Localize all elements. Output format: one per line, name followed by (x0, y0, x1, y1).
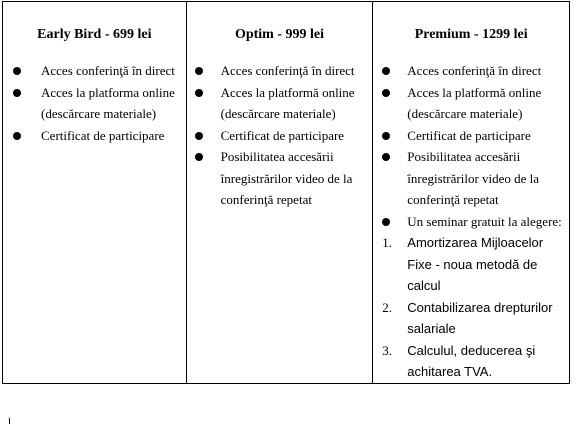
list-item (187, 125, 373, 147)
feature-list (373, 60, 569, 232)
feature-list (3, 60, 186, 146)
feature-list (187, 60, 373, 211)
plan-optim (186, 2, 373, 384)
list-item (373, 125, 569, 147)
feature-text: Posibilitatea accesării înregistrărilor video de la conferinţă repetat (220, 149, 353, 207)
seminar-item (373, 297, 569, 340)
feature-text: Acces conferinţă în direct (407, 63, 542, 78)
seminar-number: 2. (382, 299, 393, 315)
list-item (373, 82, 569, 125)
list-item (3, 60, 186, 82)
list-item (3, 125, 186, 147)
list-item (373, 211, 569, 233)
bullet-icon (382, 132, 390, 140)
seminar-item (373, 340, 569, 383)
plan-early-bird (3, 2, 187, 384)
seminar-text: Contabilizarea drepturilor salariale (407, 299, 553, 336)
feature-text: Certificat de participare (407, 127, 531, 143)
seminar-number: 1. (382, 235, 393, 250)
bullet-icon (382, 67, 390, 75)
bullet-icon (382, 89, 390, 97)
plan-title: Premium - 1299 lei (414, 27, 528, 42)
feature-text: Acces la platformă online (descărcare materiale) (407, 84, 542, 121)
feature-text: Certificat de participare (41, 127, 165, 143)
seminar-number: 3. (382, 342, 393, 358)
list-item (373, 60, 569, 82)
list-item (373, 146, 569, 211)
bullet-icon (13, 67, 21, 75)
bullet-icon (382, 153, 390, 161)
pricing-table (2, 1, 570, 384)
feature-text: Posibilitatea accesării înregistrărilor video de la conferinţă repetat (407, 149, 540, 207)
seminar-list (373, 232, 569, 383)
bullet-icon (195, 153, 203, 161)
plan-premium (373, 2, 570, 384)
bullet-icon (13, 132, 21, 140)
feature-text: Certificat de participare (220, 127, 345, 143)
bullet-icon (13, 89, 21, 97)
page-edge-mark (9, 418, 10, 424)
feature-text: Acces conferinţă în direct (220, 63, 355, 78)
seminar-item (373, 232, 569, 297)
list-item (187, 82, 373, 125)
feature-text: Acces la platformă online (descărcare materiale) (220, 84, 355, 121)
bullet-icon (382, 218, 390, 226)
seminar-text: Amortizarea Mijloacelor Fixe - noua metodă de calcul (407, 235, 544, 293)
table-row (3, 2, 570, 384)
feature-text: Acces conferinţă în direct (41, 63, 175, 78)
bullet-icon (195, 89, 203, 97)
list-item (187, 146, 373, 211)
feature-text: Un seminar gratuit la alegere: (407, 213, 562, 229)
bullet-icon (195, 132, 203, 140)
plan-title: Optim - 999 lei (234, 27, 324, 42)
bullet-icon (195, 67, 203, 75)
list-item (3, 82, 186, 125)
plan-title: Early Bird - 699 lei (37, 27, 152, 42)
seminar-text: Calculul, deducerea şi achitarea TVA. (407, 342, 536, 379)
feature-text: Acces la platforma online (descărcare materiale) (41, 84, 175, 121)
list-item (187, 60, 373, 82)
